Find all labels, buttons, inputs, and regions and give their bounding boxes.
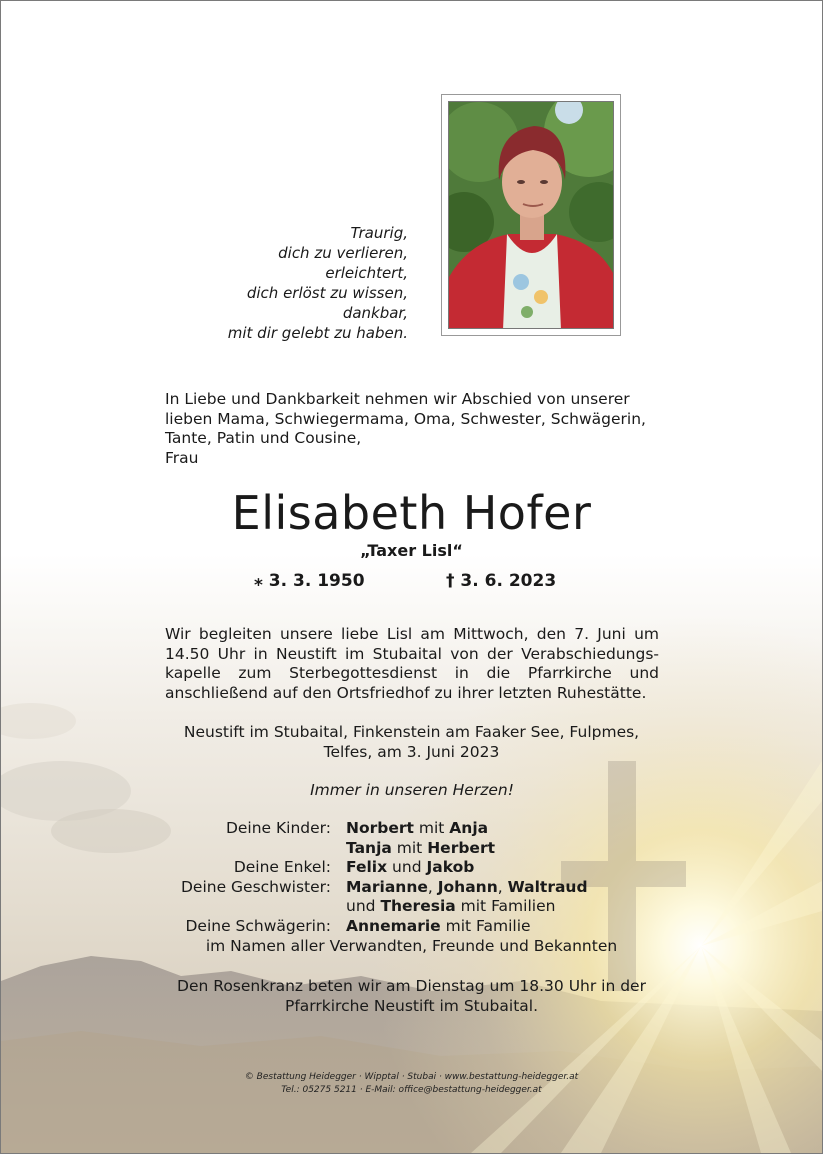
intro-line: lieben Mama, Schwiegermama, Oma, Schwester, Schwägerin, xyxy=(165,409,646,428)
family-row-geschwister: Deine Geschwister: Marianne, Johann, Waltraud xyxy=(180,877,588,896)
family-label: Deine Schwägerin: xyxy=(185,916,331,935)
birth-date: ⁎ 3. 3. 1950 xyxy=(254,571,365,591)
family-row-kinder-2: Tanja mit Herbert xyxy=(346,838,495,857)
family-list xyxy=(1,819,822,956)
family-row-schwaegerin: Deine Schwägerin: Annemarie mit Familie xyxy=(185,916,531,935)
intro-line: Frau xyxy=(165,448,199,467)
poem-line: dich zu verlieren, xyxy=(278,244,408,262)
rosary-line: Pfarrkirche Neustift im Stubaital. xyxy=(284,996,539,1015)
poem-line: Traurig, xyxy=(350,224,408,242)
date-line: Telfes, am 3. Juni 2023 xyxy=(323,742,500,761)
rosary-text xyxy=(151,977,672,1016)
family-closing: im Namen aller Verwandten, Freunde und Bekannten xyxy=(205,936,618,955)
family-label: Deine Enkel: xyxy=(233,858,331,877)
nickname xyxy=(1,541,822,560)
place-line: Neustift im Stubaital, Finkenstein am Faaker See, Fulpmes, xyxy=(183,723,640,741)
family-label: Deine Kinder: xyxy=(225,819,331,837)
family-row-kinder: Deine Kinder: Norbert mit Anja xyxy=(225,819,489,837)
poem-line: dich erlöst zu wissen, xyxy=(246,284,408,302)
intro-text xyxy=(165,390,659,468)
place-date xyxy=(151,723,672,762)
intro-line: Tante, Patin und Cousine, xyxy=(165,429,362,447)
poem-line: dankbar, xyxy=(342,304,408,322)
death-date: † 3. 6. 2023 xyxy=(446,571,557,591)
portrait-photo xyxy=(448,101,614,329)
rosary-line: Den Rosenkranz beten wir am Dienstag um 18.30 Uhr in der xyxy=(177,977,646,995)
poem-line: mit dir gelebt zu haben. xyxy=(227,324,408,342)
portrait-frame xyxy=(441,94,621,336)
motto: Immer in unseren Herzen! xyxy=(310,781,514,799)
family-row-geschwister-2: und Theresia mit Familien xyxy=(346,897,556,916)
poem-line: erleichtert, xyxy=(325,264,408,282)
deceased-name: Elisabeth Hofer xyxy=(231,486,592,540)
poem xyxy=(161,223,408,343)
ceremony-text: Wir begleiten unsere liebe Lisl am Mittwoch, den 7. Juni um 14.50 Uhr in Neustift im Stubaital von der Verabschiedungskapelle zum Sterbegottesdienst in die Pfarrkirche und anschließend auf den Ortsfriedhof zu ihrer letzten Ruhestätte. xyxy=(165,625,659,702)
family-label: Deine Geschwister: xyxy=(180,877,331,896)
intro-line: In Liebe und Dankbarkeit nehmen wir Abschied von unserer xyxy=(165,390,630,408)
footer-line1: © Bestattung Heidegger · Wipptal · Stubai · www.bestattung-heidegger.at xyxy=(244,1072,579,1082)
nickname-text: „Taxer Lisl“ xyxy=(360,541,463,560)
footer-line2: Tel.: 05275 5211 · E-Mail: office@bestattung-heidegger.at xyxy=(281,1085,542,1095)
family-row-enkel: Deine Enkel: Felix und Jakob xyxy=(233,858,475,877)
